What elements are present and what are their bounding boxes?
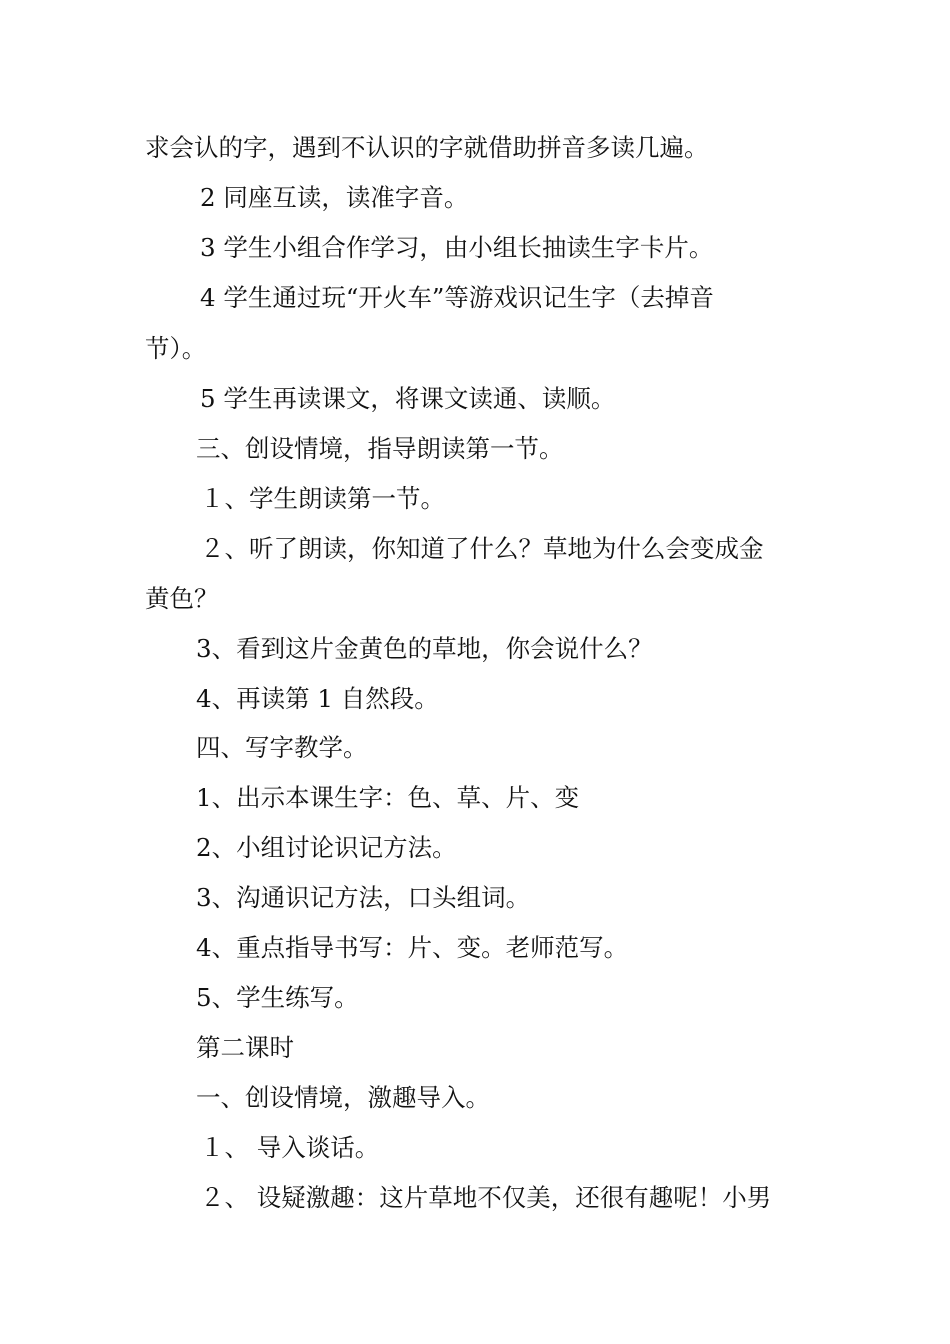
text-line: 3、看到这片金黄色的草地，你会说什么？ — [196, 634, 653, 663]
text-line: 第二课时 — [196, 1033, 294, 1062]
text-line: 求会认的字，遇到不认识的字就借助拼音多读几遍。 — [145, 133, 709, 162]
text-line: 2、小组讨论识记方法。 — [196, 833, 457, 862]
text-line: ２、听了朗读，你知道了什么？草地为什么会变成金 — [200, 534, 764, 563]
text-line: 四、写字教学。 — [196, 733, 368, 762]
text-line: 黄色？ — [145, 584, 219, 613]
text-line: １、 导入谈话。 — [200, 1133, 380, 1162]
text-line: 4、再读第 1 自然段。 — [196, 684, 439, 713]
text-line: 3、沟通识记方法，口头组词。 — [196, 883, 531, 912]
text-line: １、学生朗读第一节。 — [200, 484, 445, 513]
text-line: ２、 设疑激趣：这片草地不仅美，还很有趣呢！小男 — [200, 1183, 772, 1212]
text-line: 5、学生练写。 — [196, 983, 359, 1012]
text-line: 3 学生小组合作学习，由小组长抽读生字卡片。 — [200, 233, 714, 262]
text-line: 三、创设情境，指导朗读第一节。 — [196, 434, 564, 463]
text-line: 1、出示本课生字：色、草、片、变 — [196, 783, 580, 812]
text-line: 节）。 — [145, 334, 207, 363]
text-line: 2 同座互读，读准字音。 — [200, 183, 469, 212]
text-line: 5 学生再读课文，将课文读通、读顺。 — [200, 384, 616, 413]
text-line: 一、创设情境，激趣导入。 — [196, 1083, 490, 1112]
text-line: 4、重点指导书写：片、变。老师范写。 — [196, 933, 629, 962]
text-line: 4 学生通过玩“开火车”等游戏识记生字（去掉音 — [200, 283, 714, 312]
